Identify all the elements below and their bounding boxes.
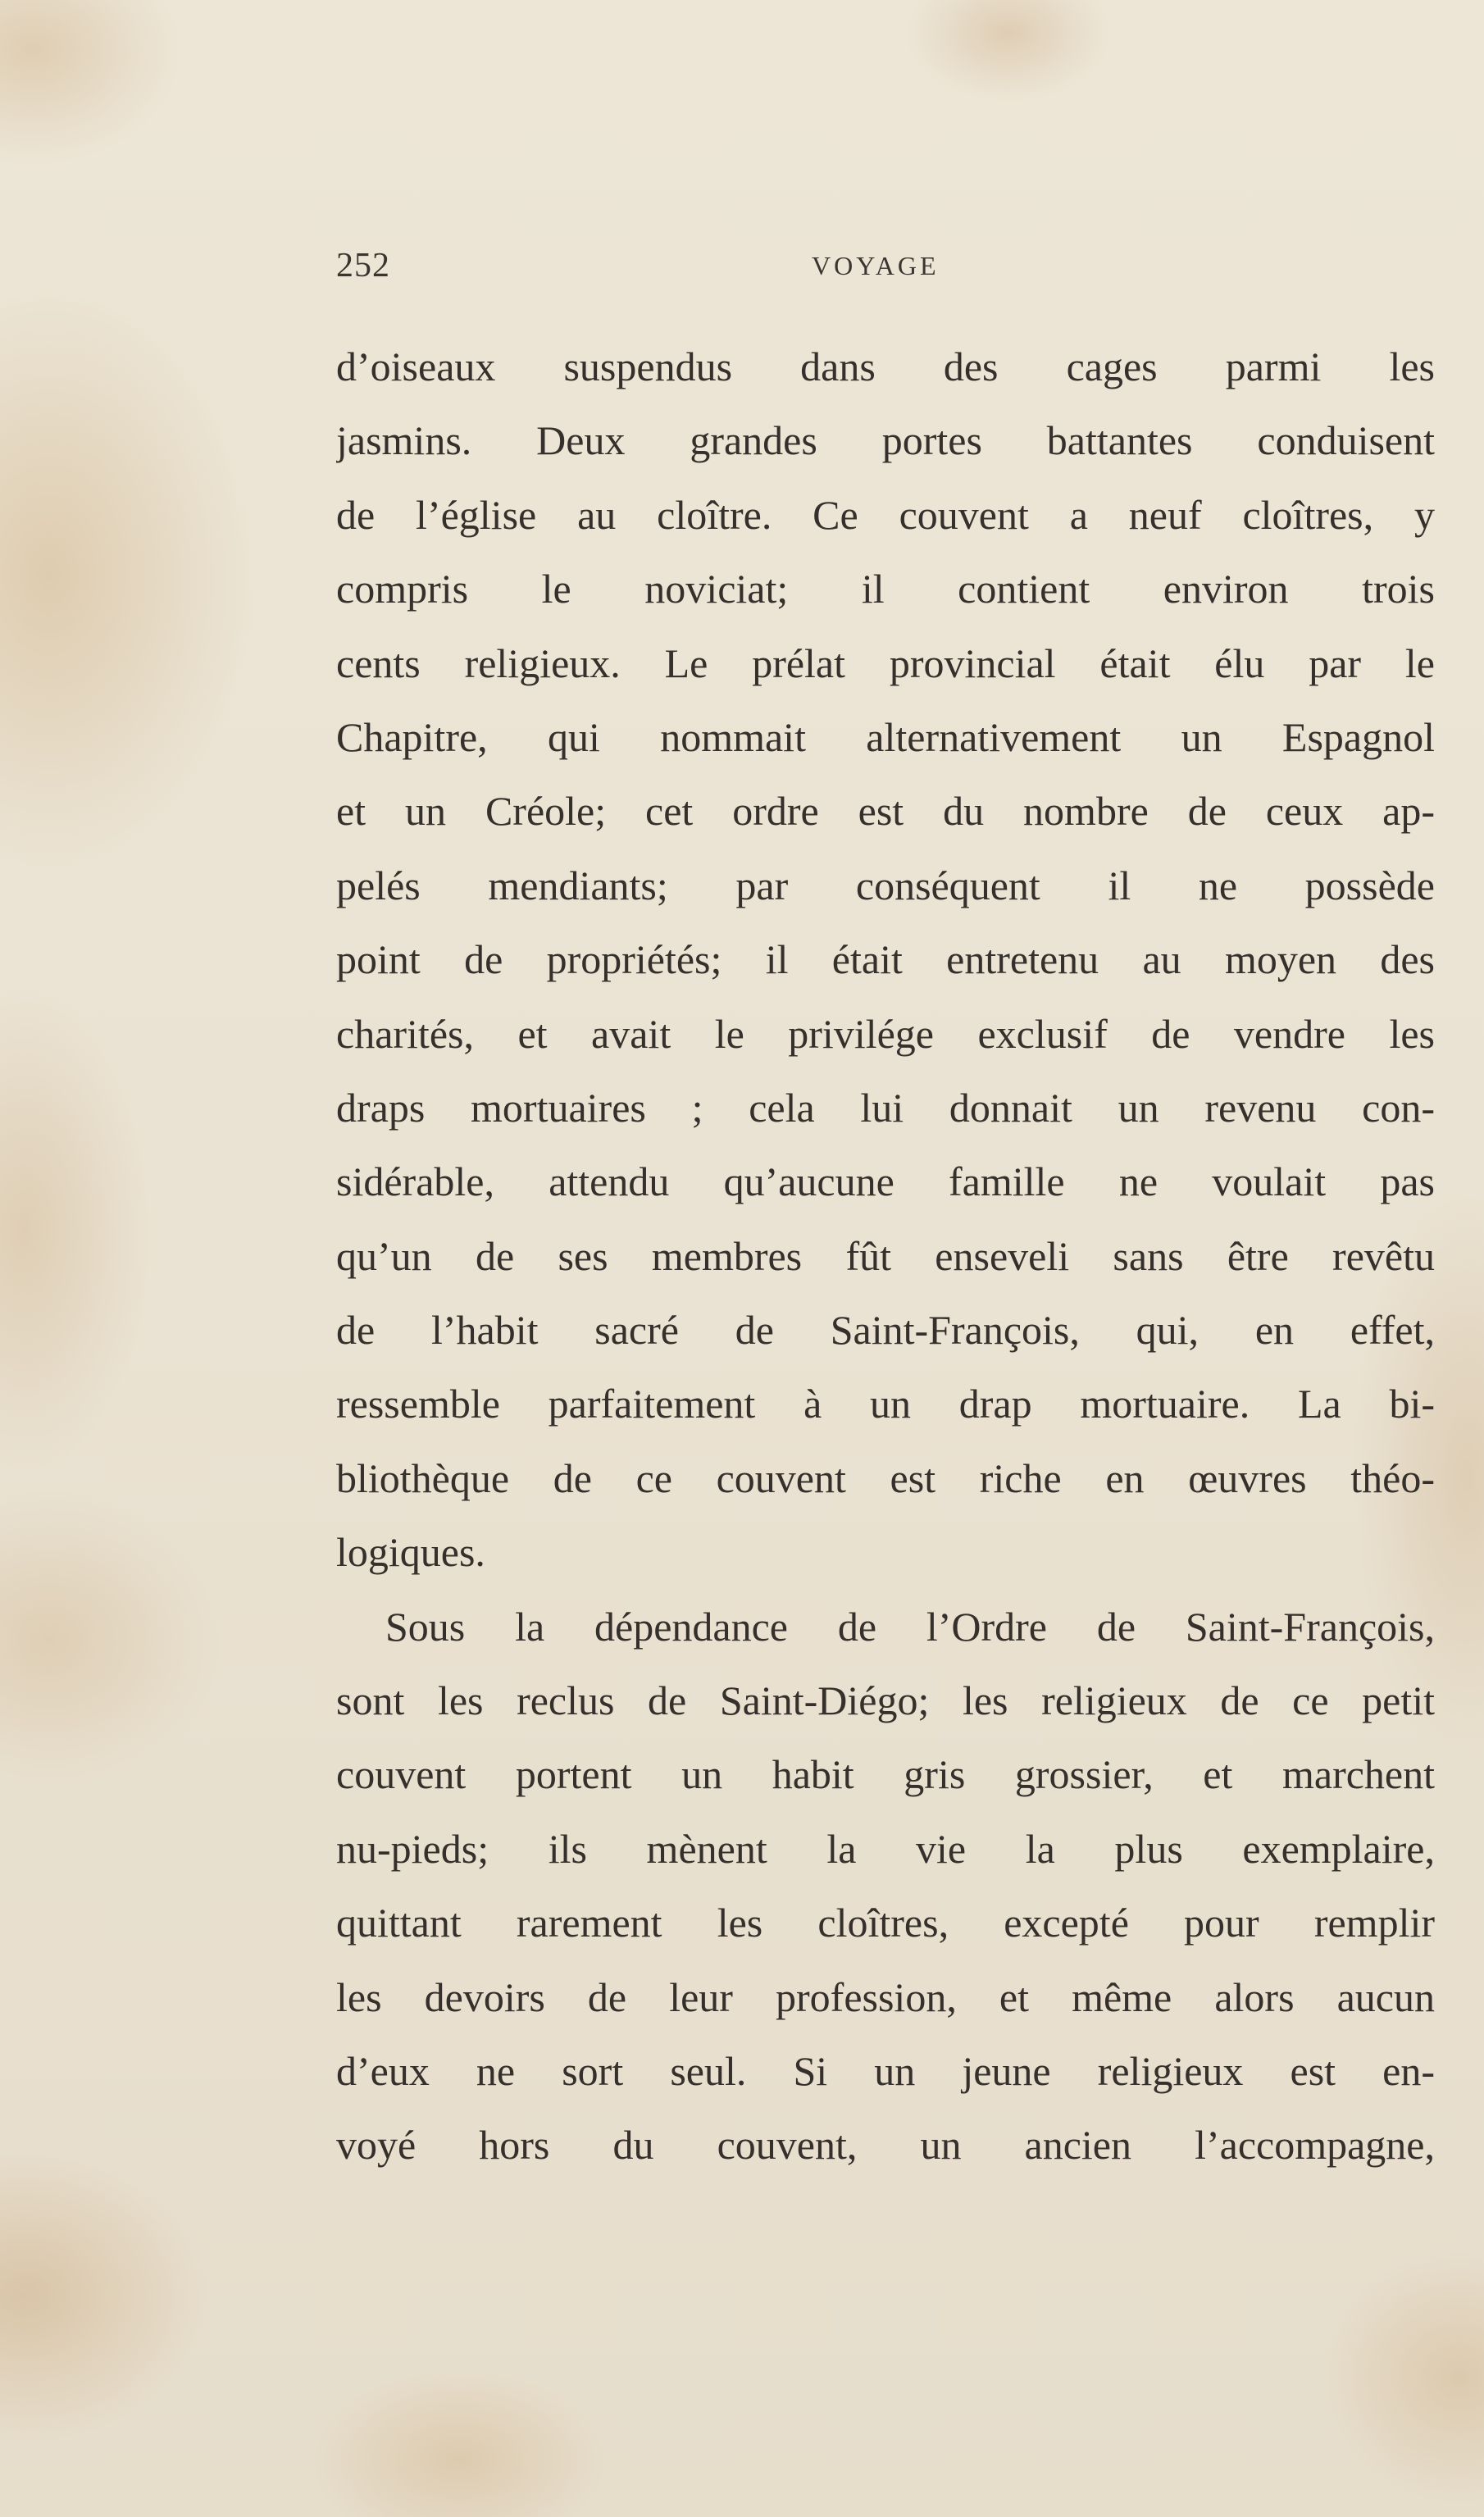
body-text [336, 330, 1435, 2182]
text-line: charités, et avait le privilége exclusif de vendre les [336, 1010, 1435, 1057]
text-line: logiques. [336, 1529, 485, 1576]
paragraph [336, 1590, 1435, 2182]
text-line: pelés mendiants; par conséquent il ne possède [336, 862, 1435, 908]
text-line: de l’église au cloître. Ce couvent a neuf cloîtres, y [336, 491, 1435, 538]
text-line: ressemble parfaitement à un drap mortuaire. La bi- [336, 1381, 1435, 1427]
text-line: nu-pieds; ils mènent la vie la plus exemplaire, [336, 1825, 1435, 1872]
text-line: couvent portent un habit gris grossier, et marchent [336, 1751, 1435, 1798]
text-line: compris le noviciat; il contient environ trois [336, 566, 1435, 612]
text-line: cents religieux. Le prélat provincial était élu par le [336, 639, 1435, 686]
text-line: d’eux ne sort seul. Si un jeune religieux est en- [336, 2047, 1435, 2094]
text-line: Sous la dépendance de l’Ordre de Saint-François, [385, 1603, 1435, 1650]
text-line: et un Créole; cet ordre est du nombre de ceux ap- [336, 788, 1435, 835]
text-line: point de propriétés; il était entretenu au moyen des [336, 936, 1435, 983]
running-title: VOYAGE [812, 251, 940, 280]
text-line: jasmins. Deux grandes portes battantes conduisent [336, 417, 1435, 464]
text-line: sidérable, attendu qu’aucune famille ne voulait pas [336, 1158, 1435, 1205]
paragraph [336, 330, 1435, 1590]
text-line: d’oiseaux suspendus dans des cages parmi les [336, 344, 1435, 389]
text-line: voyé hors du couvent, un ancien l’accompagne, [336, 2122, 1435, 2169]
text-line: bliothèque de ce couvent est riche en œuvres théo- [336, 1454, 1435, 1501]
text-line: draps mortuaires ; cela lui donnait un revenu con- [336, 1084, 1435, 1131]
page-header [336, 246, 1435, 295]
text-line: qu’un de ses membres fût enseveli sans être revêtu [336, 1232, 1435, 1279]
text-line: de l’habit sacré de Saint-François, qui, en effet, [336, 1307, 1435, 1354]
text-line: quittant rarement les cloîtres, excepté pour remplir [336, 1900, 1435, 1946]
page-number: 252 [336, 247, 390, 284]
text-line: Chapitre, qui nommait alternativement un Espagnol [336, 713, 1435, 760]
text-line: sont les reclus de Saint-Diégo; les religieux de ce petit [336, 1677, 1435, 1724]
text-line: les devoirs de leur profession, et même alors aucun [336, 1973, 1435, 2020]
